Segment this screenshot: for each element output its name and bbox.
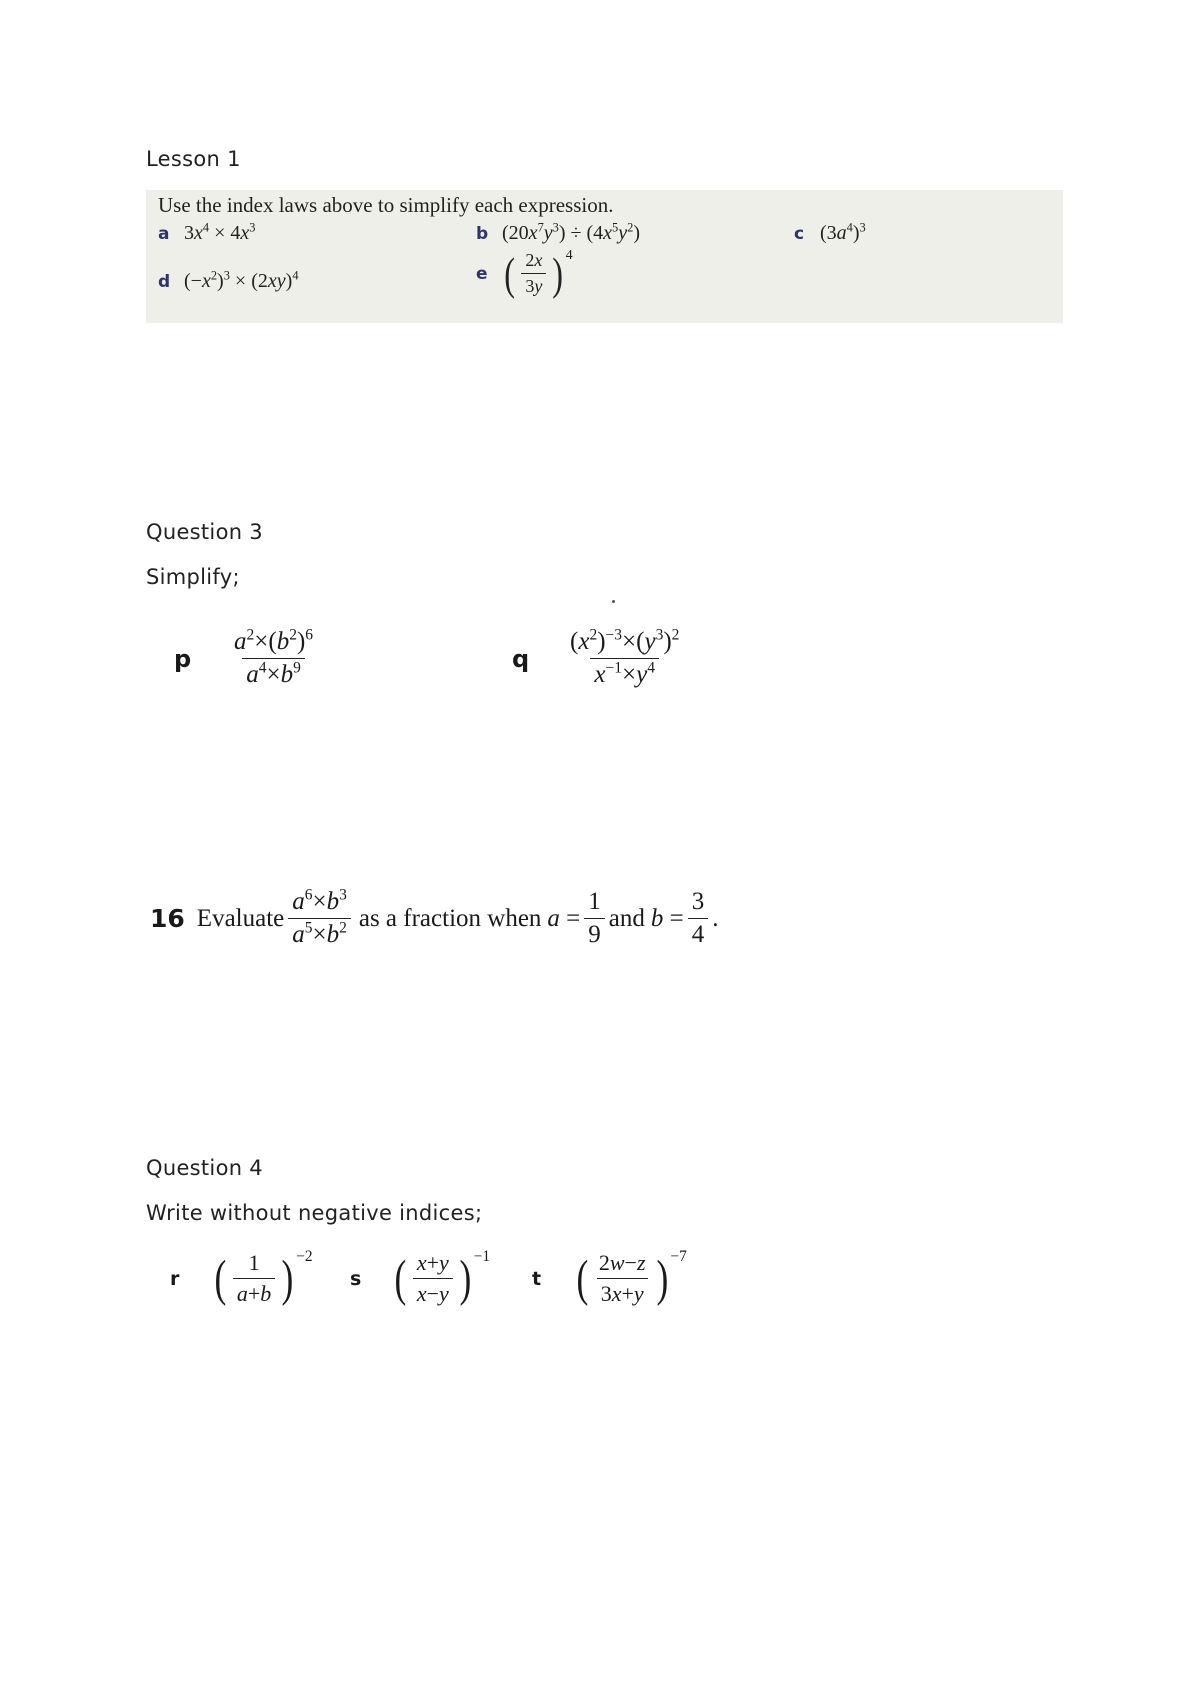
question4-prompt: Write without negative indices; xyxy=(146,1201,483,1225)
question4-title: Question 4 xyxy=(146,1156,263,1180)
question3-prompt: Simplify; xyxy=(146,565,240,589)
question3-title: Question 3 xyxy=(146,520,263,544)
expression-p: $\frac{a^2\times(b^2)^6}{a^4\times b^9}$ xyxy=(234,626,314,688)
item-label-r: r xyxy=(170,1267,180,1290)
item-label-c: c xyxy=(794,223,805,244)
item-label-b: b xyxy=(476,223,489,244)
expression-r: ( $\frac{1}{a+b}$ ) −2 xyxy=(214,1248,313,1307)
question3-item-p xyxy=(174,628,321,689)
exercise-instruction: Use the index laws above to simplify each expression. xyxy=(158,193,614,217)
expression-b: $(20x^7y^3) \div (4x^5y^2)$ xyxy=(502,220,641,244)
item-label-s: s xyxy=(350,1267,362,1290)
exercise-item-b xyxy=(476,222,640,245)
question16-number: 16 xyxy=(150,904,185,933)
expression-a: $3x^4 \times 4x^3$ xyxy=(184,220,256,244)
item-label-p: p xyxy=(174,644,192,673)
question16 xyxy=(150,888,719,949)
question16-middle: as a fraction when xyxy=(358,904,542,932)
question4-item-r xyxy=(170,1250,313,1307)
exercise-item-e xyxy=(476,247,573,299)
lesson-title: Lesson 1 xyxy=(146,147,241,171)
expression-e: ( $\frac{2x}{3y}$ ) 4 xyxy=(504,247,573,299)
question16-evaluate: Evaluate xyxy=(196,904,285,932)
question16-a-value: $\frac{1}{9}$ xyxy=(584,888,605,949)
question4-item-s xyxy=(350,1250,490,1307)
item-label-q: q xyxy=(512,644,530,673)
expression-s: ( $\frac{x+y}{x-y}$ ) −1 xyxy=(394,1248,491,1307)
question16-period: . xyxy=(712,904,719,932)
question16-a-equals: a = xyxy=(547,904,581,932)
exercise-box xyxy=(146,190,1063,323)
exercise-item-d xyxy=(158,270,299,293)
exercise-item-a xyxy=(158,222,255,245)
item-label-a: a xyxy=(158,223,170,244)
expression-q: $\frac{(x^2)^{-3}\times(y^3)^2}{x^{-1}\times y^4}$ xyxy=(570,626,680,688)
item-label-t: t xyxy=(532,1267,542,1290)
item-label-d: d xyxy=(158,271,171,292)
question4-item-t xyxy=(532,1250,687,1307)
item-label-e: e xyxy=(476,263,488,284)
expression-t: ( $\frac{2w-z}{3x+y}$ ) −7 xyxy=(576,1248,687,1307)
expression-d: $(-x^2)^3 \times (2xy)^4$ xyxy=(184,268,299,292)
question16-b-value: $\frac{3}{4}$ xyxy=(688,888,709,949)
question16-b-equals: b = xyxy=(650,904,684,932)
question16-and: and xyxy=(608,904,645,932)
stray-dot xyxy=(612,600,615,603)
question3-item-q xyxy=(512,628,687,689)
question16-expression: $\frac{a^6\times b^3}{a^5\times b^2}$ xyxy=(288,888,351,949)
exercise-item-c xyxy=(794,222,866,245)
expression-c: $(3a^4)^3$ xyxy=(820,220,866,244)
